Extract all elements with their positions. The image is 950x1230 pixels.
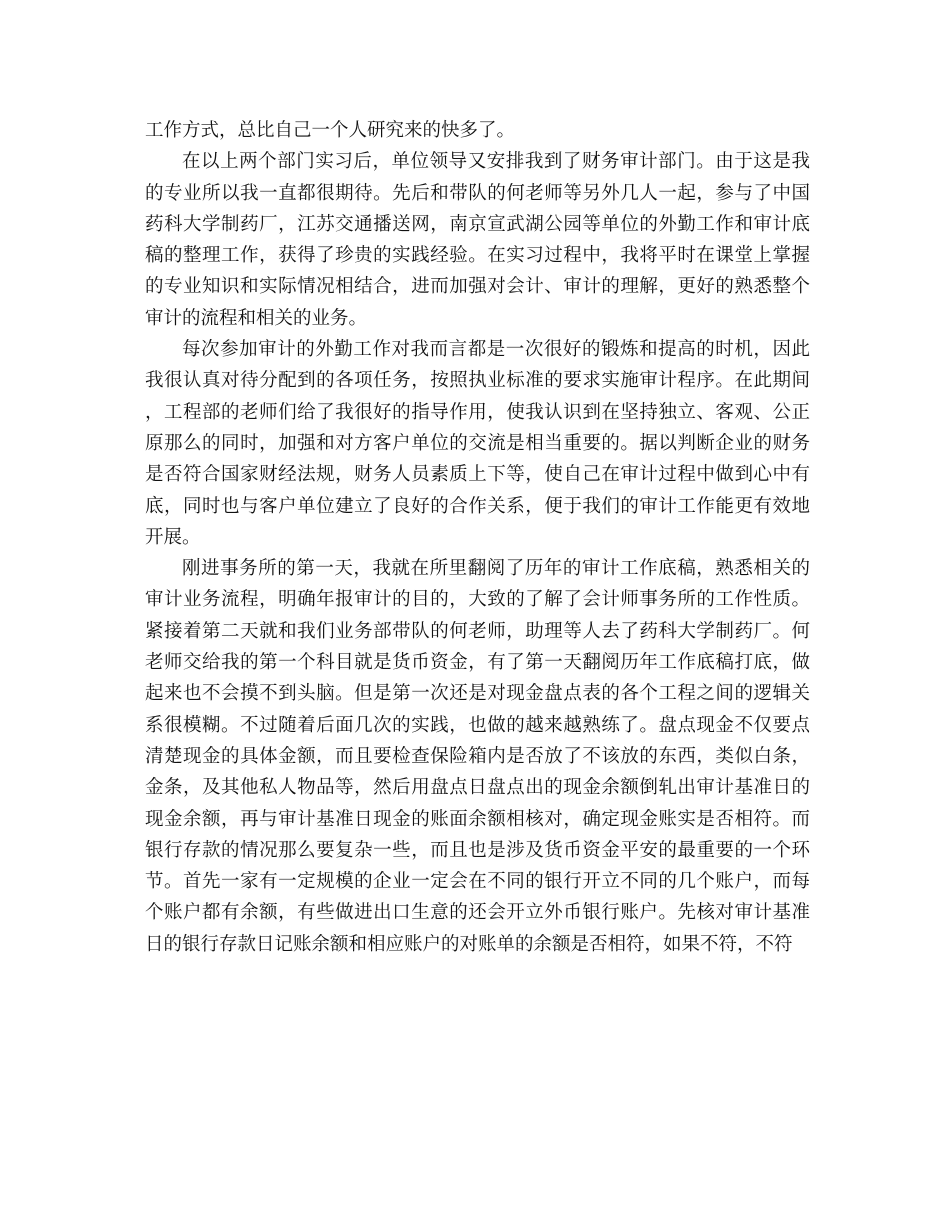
paragraph-2: 在以上两个部门实习后，单位领导又安排我到了财务审计部门。由于这是我的专业所以我一直都很期待。先后和带队的何老师等另外几人一起，参与了中国药科大学制药厂，江苏交通播送网，南京宣武湖公园等单位的外勤工作和审计底稿的整理工作，获得了珍贵的实践经验。在实习过程中，我将平时在课堂上掌握的专业知识和实际情况相结合，进而加强对会计、审计的理解，更好的熟悉整个审计的流程和相关的业务。 <box>145 151 810 329</box>
paragraph-4: 刚进事务所的第一天，我就在所里翻阅了历年的审计工作底稿，熟悉相关的审计业务流程，明确年报审计的目的，大致的了解了会计师事务所的工作性质。紧接着第二天就和我们业务部带队的何老师，助理等人去了药科大学制药厂。何老师交给我的第一个科目就是货币资金，有了第一天翻阅历年工作底稿打底，做起来也不会摸不到头脑。但是第一次还是对现金盘点表的各个工程之间的逻辑关系很模糊。不过随着后面几次的实践，也做的越来越熟练了。盘点现金不仅要点清楚现金的具体金额，而且要检查保险箱内是否放了不该放的东西，类似白条，金条，及其他私人物品等，然后用盘点日盘点出的现金余额倒轧出审计基准日的现金余额，再与审计基准日现金的账面余额相核对，确定现金账实是否相符。而银行存款的情况那么要复杂一些，而且也是涉及货币资金平安的最重要的一个环节。首先一家有一定规模的企业一定会在不同的银行开立不同的几个账户，而每个账户都有余额，有些做进出口生意的还会开立外币银行账户。先核对审计基准日的银行存款日记账余额和相应账户的对账单的余额是否相符，如果不符，不符 <box>145 558 810 955</box>
document-page <box>145 115 810 960</box>
paragraph-3: 每次参加审计的外勤工作对我而言都是一次很好的锻炼和提高的时机，因此我很认真对待分配到的各项任务，按照执业标准的要求实施审计程序。在此期间，工程部的老师们给了我很好的指导作用，使我认识到在坚持独立、客观、公正原那么的同时，加强和对方客户单位的交流是相当重要的。据以判断企业的财务是否符合国家财经法规，财务人员素质上下等，使自己在审计过程中做到心中有底，同时也与客户单位建立了良好的合作关系，便于我们的审计工作能更有效地开展。 <box>145 339 810 548</box>
paragraph-1: 工作方式，总比自己一个人研究来的快多了。 <box>145 120 516 141</box>
